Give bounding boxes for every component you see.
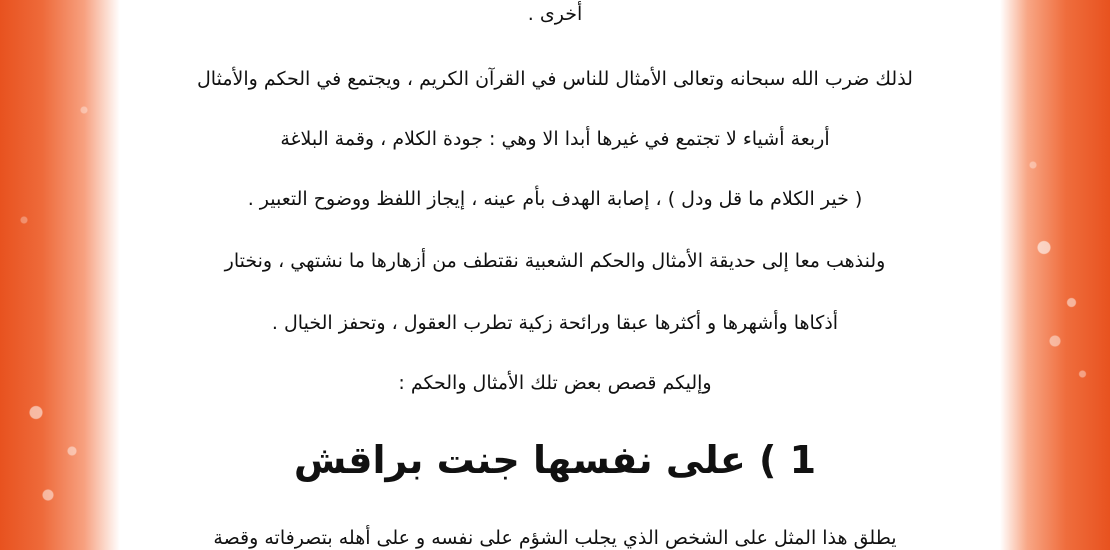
text-line-1: أخرى . xyxy=(527,3,583,25)
text-line-6: أذكاها وأشهرها و أكثرها عبقا ورائحة زكية تطرب العقول ، وتحفز الخيال . xyxy=(271,312,839,334)
text-line-partial: يطلق هذا المثل على الشخص الذي يجلب الشؤم على نفسه و على أهله بتصرفاته وقصة xyxy=(213,527,897,549)
text-line-7: وإليكم قصص بعض تلك الأمثال والحكم : xyxy=(398,372,712,394)
text-line-5: ولنذهب معا إلى حديقة الأمثال والحكم الشعبية نقتطف من أزهارها ما نشتهي ، ونختار xyxy=(224,250,886,272)
section-heading: 1 ) على نفسها جنت براقش xyxy=(293,438,817,482)
text-line-2: لذلك ضرب الله سبحانه وتعالى الأمثال للناس في القرآن الكريم ، ويجتمع في الحكم والأمثال xyxy=(197,68,913,90)
text-line-3: أربعة أشياء لا تجتمع في غيرها أبدا الا وهي : جودة الكلام ، وقمة البلاغة xyxy=(280,128,830,150)
text-line-4: ( خير الكلام ما قل ودل ) ، إصابة الهدف بأم عينه ، إيجاز اللفظ ووضوح التعبير . xyxy=(247,188,863,210)
